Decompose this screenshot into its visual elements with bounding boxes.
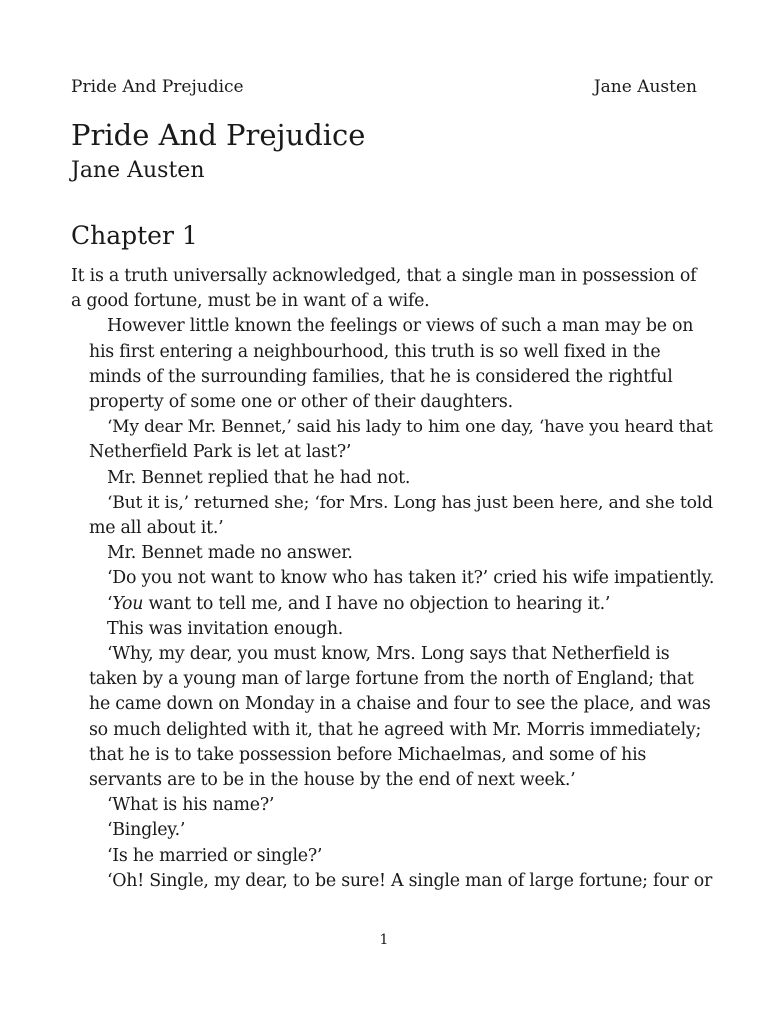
text-line: that he is to take possession before Michaelmas, and some of his — [89, 744, 647, 765]
text-line: he came down on Monday in a chaise and four to see the place, and was — [89, 694, 711, 715]
text-line: ‘Why, my dear, you must know, Mrs. Long says that Netherfield is — [107, 644, 670, 665]
paragraph — [71, 491, 713, 541]
running-header — [71, 76, 697, 98]
text-line: a good fortune, must be in want of a wife. — [71, 291, 430, 312]
text-line: Mr. Bennet replied that he had not. — [107, 467, 411, 488]
paragraph — [71, 592, 698, 617]
book-author: Jane Austen — [71, 158, 205, 183]
text-line: ‘Is he married or single?’ — [107, 845, 323, 866]
text-line: ‘Do you not want to know who has taken it?’ cried his wife impatiently. — [107, 568, 715, 589]
open-quote: ‘ — [107, 593, 113, 614]
paragraph — [71, 642, 711, 793]
text-line: ‘My dear Mr. Bennet,’ said his lady to him one day, ‘have you heard that — [107, 417, 713, 438]
text-line: It is a truth universally acknowledged, that a single man in possession of — [71, 266, 697, 286]
text-line: Netherfield Park is let at last?’ — [89, 442, 352, 463]
line-remainder: want to tell me, and I have no objection to hearing it.’ — [143, 593, 611, 614]
paragraph — [71, 264, 698, 314]
emphasis-you: You — [112, 593, 144, 614]
paragraph — [71, 617, 698, 642]
text-line: ‘Bingley.’ — [107, 820, 186, 841]
text-line: servants are to be in the house by the end of next week.’ — [89, 770, 576, 791]
text-line: property of some one or other of their daughters. — [89, 392, 513, 413]
page-number: 1 — [379, 932, 389, 948]
text-line: so much delighted with it, that he agreed with Mr. Morris immediately; — [89, 719, 702, 740]
text-line: However little known the feelings or views of such a man may be on — [107, 316, 694, 337]
paragraph — [71, 314, 698, 415]
paragraph — [71, 844, 698, 869]
text-line: me all about it.’ — [89, 518, 224, 539]
text-line: taken by a young man of large fortune from the north of England; that — [89, 669, 694, 690]
paragraph — [71, 415, 713, 465]
text-line: This was invitation enough. — [107, 618, 344, 639]
text-line: ‘Oh! Single, my dear, to be sure! A single man of large fortune; four or — [107, 870, 713, 891]
paragraph — [71, 869, 713, 894]
paragraph — [71, 541, 698, 566]
header-author: Jane Austen — [593, 77, 697, 97]
text-line: Mr. Bennet made no answer. — [107, 543, 353, 564]
paragraph — [71, 818, 698, 843]
paragraph — [71, 466, 698, 491]
text-line: his first entering a neighbourhood, this truth is so well fixed in the — [89, 341, 661, 362]
text-line: ‘But it is,’ returned she; ‘for Mrs. Long has just been here, and she told — [107, 492, 713, 513]
chapter-body — [71, 264, 715, 894]
chapter-heading: Chapter 1 — [71, 221, 198, 250]
text-line — [71, 592, 698, 617]
paragraph — [71, 566, 715, 591]
text-line: minds of the surrounding families, that he is considered the rightful — [89, 366, 673, 387]
text-line: ‘What is his name?’ — [107, 795, 275, 816]
paragraph — [71, 793, 698, 818]
header-book-title: Pride And Prejudice — [71, 77, 244, 97]
book-title: Pride And Prejudice — [71, 118, 366, 152]
